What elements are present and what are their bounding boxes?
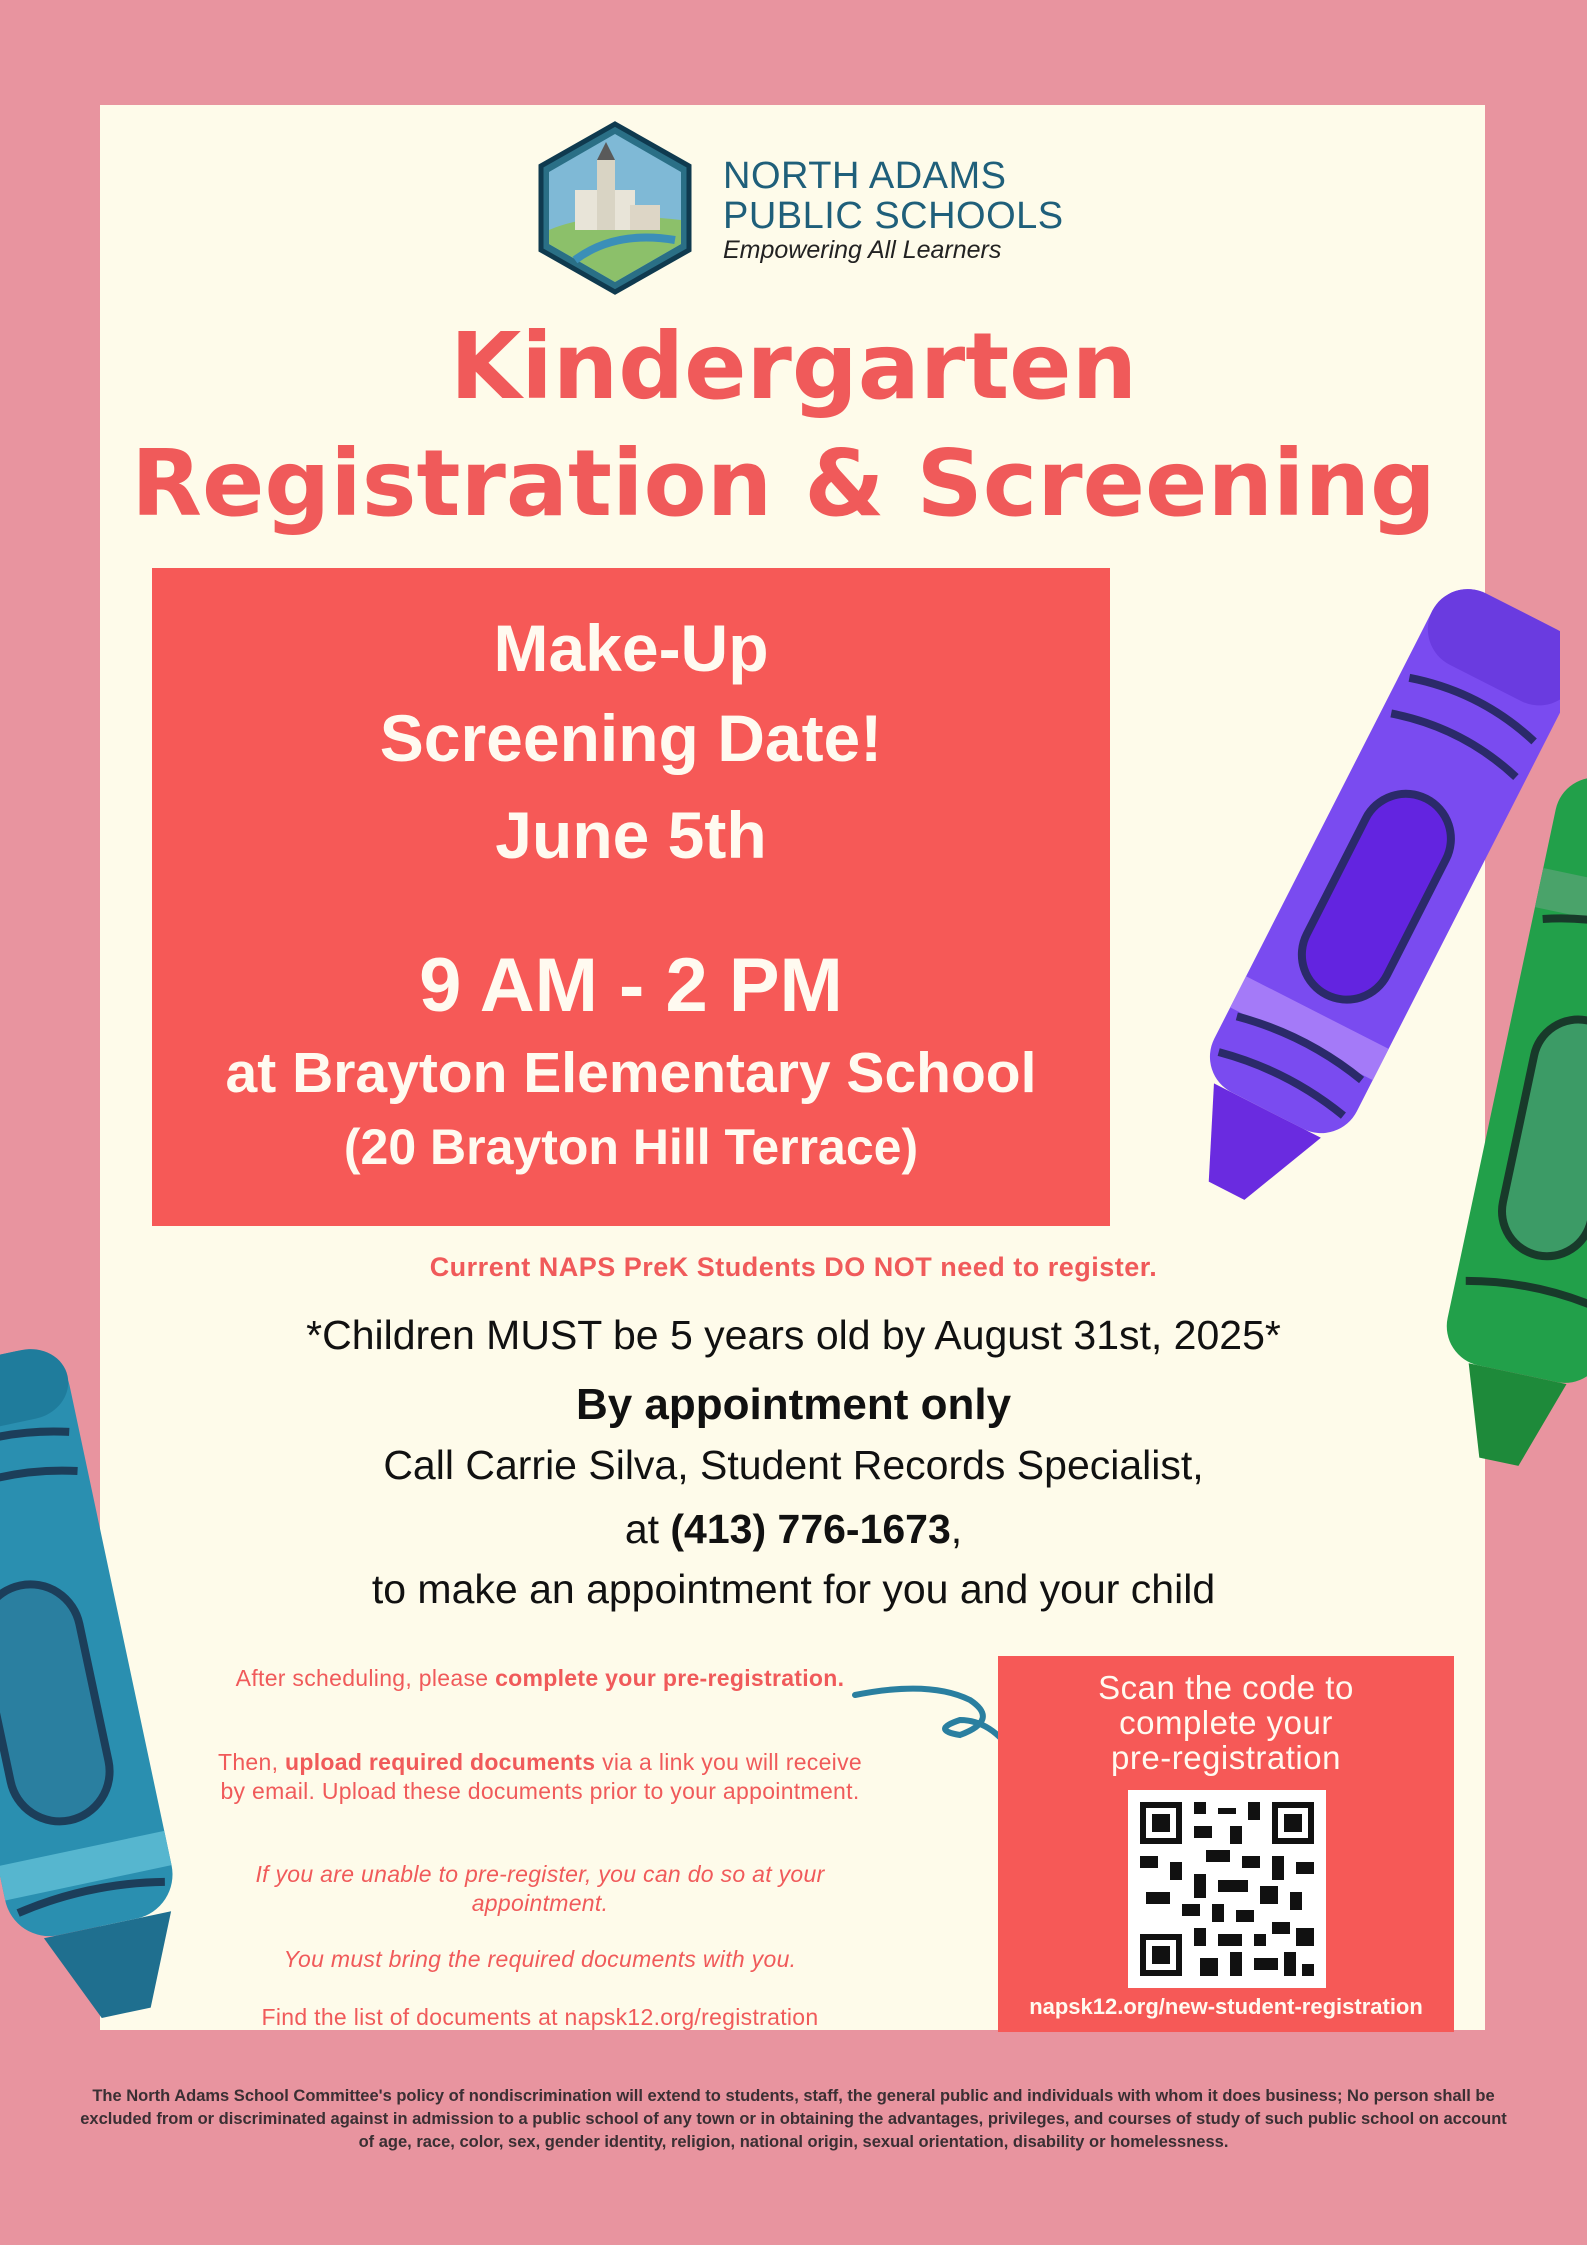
phone-number[interactable]: (413) 776-1673 xyxy=(670,1506,951,1552)
org-name xyxy=(723,157,1064,263)
qr-caption-line2: complete your xyxy=(1119,1704,1333,1741)
qr-caption-line1: Scan the code to xyxy=(1098,1669,1354,1706)
makeup-location: at Brayton Elementary School xyxy=(225,1041,1037,1105)
org-line2: PUBLIC SCHOOLS xyxy=(723,195,1064,237)
appointment-only: By appointment only xyxy=(575,1380,1012,1429)
instruction-preregister xyxy=(210,1664,870,1693)
org-line1: NORTH ADAMS xyxy=(723,155,1007,197)
prek-note: Current NAPS PreK Students DO NOT need to register. xyxy=(429,1252,1158,1282)
qr-caption-line3: pre-registration xyxy=(1111,1739,1341,1776)
instruction-upload xyxy=(210,1748,870,1806)
makeup-address: (20 Brayton Hill Terrace) xyxy=(343,1119,919,1175)
blue-crayon-icon xyxy=(0,1325,230,2035)
make-appointment: to make an appointment for you and your child xyxy=(371,1566,1216,1612)
instruction-bring-docs: You must bring the required documents with you. xyxy=(283,1946,797,1972)
makeup-date: June 5th xyxy=(495,798,767,872)
nondiscrimination-footer: The North Adams School Committee's policy of nondiscrimination will extend to students, staff, the general public and individuals with whom it does business; No person shall be excluded from or discriminated against in admission to a public school of any town or in obtaining the advantages, privileges, and courses of study of such public school on account of age, race, color, sex, gender identity, religion, national origin, sexual orientation, disability or homelessness. xyxy=(80,2087,1507,2151)
makeup-line1: Make-Up xyxy=(493,611,769,685)
call-contact: Call Carrie Silva, Student Records Specialist, xyxy=(383,1442,1204,1488)
phone-prefix: at xyxy=(624,1506,671,1552)
instruction-text: After scheduling, please xyxy=(235,1665,496,1691)
qr-code-icon[interactable] xyxy=(1128,1790,1326,1988)
phone-line xyxy=(0,1506,1587,1553)
title-line2: Registration & Screening xyxy=(131,430,1436,537)
org-tagline: Empowering All Learners xyxy=(723,236,1002,264)
instruction-bold: upload required documents xyxy=(285,1749,596,1775)
qr-url[interactable]: napsk12.org/new-student-registration xyxy=(1029,1994,1423,2019)
age-requirement: *Children MUST be 5 years old by August 31st, 2025* xyxy=(306,1312,1281,1358)
instruction-text: via a link you will receive by email. Upload these documents prior to your appointment. xyxy=(220,1749,862,1804)
makeup-time: 9 AM - 2 PM xyxy=(419,943,843,1028)
qr-caption xyxy=(998,1670,1454,1775)
instruction-docs-link: Find the list of documents at napsk12.org/registration xyxy=(261,2004,819,2030)
makeup-line2: Screening Date! xyxy=(379,701,883,775)
phone-suffix: , xyxy=(950,1506,963,1552)
green-crayon-icon xyxy=(1430,775,1587,1475)
instruction-unable: If you are unable to pre-register, you can do so at your appointment. xyxy=(255,1861,825,1916)
title-line1: Kindergarten xyxy=(449,313,1138,420)
instruction-bold: complete your pre-registration. xyxy=(495,1665,845,1691)
school-logo-icon xyxy=(535,120,695,295)
instruction-text: Then, xyxy=(217,1749,285,1775)
